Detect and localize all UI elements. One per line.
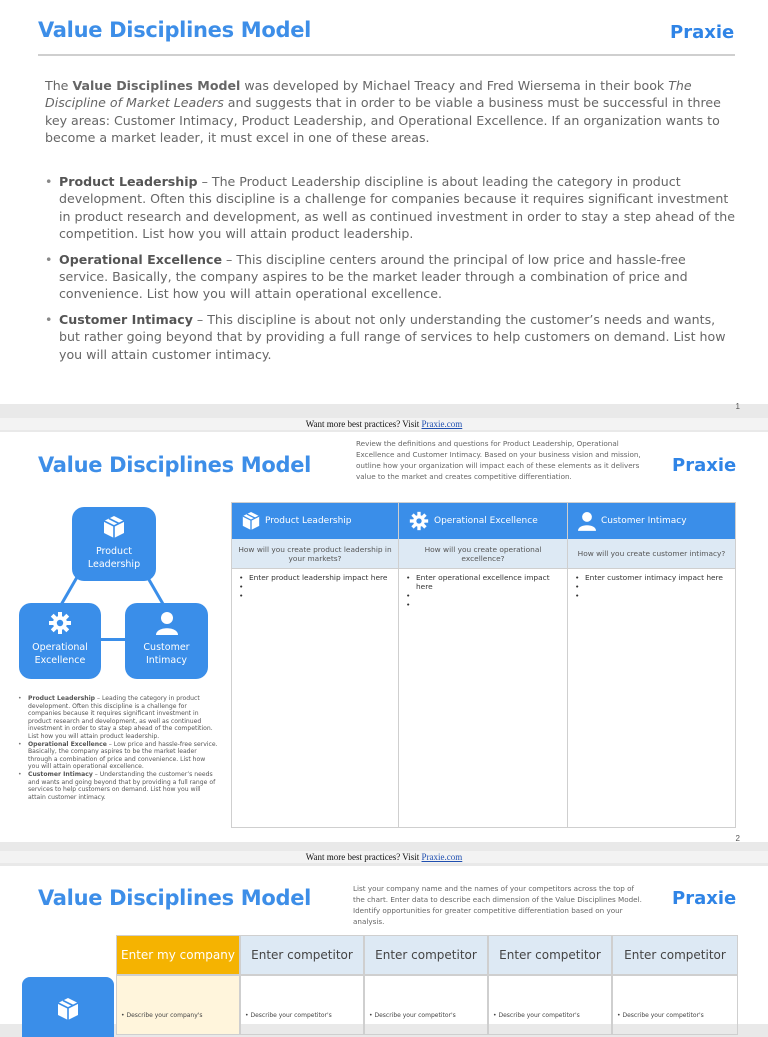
column-header: Operational Excellence	[399, 503, 567, 539]
person-icon	[578, 511, 596, 531]
column-question: How will you create operational excellence?	[399, 539, 567, 569]
title-divider	[38, 54, 735, 56]
box-icon	[242, 511, 260, 531]
competitor-cell[interactable]: • Describe your competitor's	[612, 975, 738, 1035]
competitor-cell[interactable]: • Describe your competitor's	[488, 975, 612, 1035]
my-company-cell[interactable]: • Describe your company's	[116, 975, 240, 1035]
discipline-table	[231, 502, 736, 828]
entry-list	[232, 573, 398, 600]
intro-paragraph: The Value Disciplines Model was developed by Michael Treacy and Fred Wiersema in their book The Discipline of Market Leaders and suggests that in order to be viable a business must be successful in three key areas: Customer Intimacy, Product Leadership, and Operational Excellence. If an organization wants to become a market leader, it must excel in one of these areas.	[45, 78, 721, 146]
slide-description: Review the definitions and questions for Product Leadership, Operational Excellence and Customer Intimacy. Based on your business vision and mission, outline how your organization will impact each of these elements as it delivers value to the market and creates competitive differentiation.	[356, 439, 641, 481]
competitor-header[interactable]: Enter competitor	[488, 935, 612, 975]
competitor-header[interactable]: Enter competitor	[364, 935, 488, 975]
slide-title: Value Disciplines Model	[38, 18, 312, 42]
entry-field[interactable]: • Enter operational excellence impact here	[405, 573, 561, 591]
entry-field[interactable]: • Enter customer intimacy impact here	[574, 573, 729, 582]
connector-line	[100, 638, 126, 641]
competitor-cell[interactable]: • Describe your competitor's	[240, 975, 364, 1035]
my-company-header[interactable]: Enter my company	[116, 935, 240, 975]
bullet-product-leadership: • Product Leadership – The Product Leadership discipline is about leading the category in product development. Often this discipline is a challenge for companies because it requires significant investment in product research and development, as well as continued investment in order to stay a step ahead of the competition. List how you will attain product leadership.	[45, 173, 735, 243]
mini-bullets	[18, 695, 218, 801]
competitor-cell[interactable]: • Describe your competitor's	[364, 975, 488, 1035]
column-customer-intimacy	[568, 503, 735, 827]
praxie-link[interactable]: Praxie.com	[421, 419, 463, 429]
bullet-customer-intimacy: • Customer Intimacy – This discipline is about not only understanding the customer’s needs and wants, but rather going beyond that by providing a full range of services to help customers on demand. List how you will attain customer intimacy.	[45, 311, 735, 363]
slide-title: Value Disciplines Model	[38, 453, 312, 477]
entry-field[interactable]	[238, 582, 392, 591]
slide-title: Value Disciplines Model	[38, 886, 312, 910]
entry-field[interactable]	[405, 591, 561, 600]
entry-field[interactable]	[405, 600, 561, 609]
competitor-header[interactable]: Enter competitor	[612, 935, 738, 975]
row-header-product-leadership	[22, 977, 114, 1037]
entry-list	[399, 573, 567, 609]
node-customer-intimacy: Customer Intimacy	[125, 603, 208, 679]
box-icon	[103, 515, 125, 539]
mini-bullet-operational: • Operational Excellence – Low price and hassle-free service. Basically, the company aspires to be the market leader through a combination of price and convenience. List how you will attain operational excellence.	[18, 741, 218, 771]
entry-field[interactable]: • Enter product leadership impact here	[238, 573, 392, 582]
praxie-logo: Praxie	[672, 455, 737, 476]
praxie-link[interactable]: Praxie.com	[421, 852, 463, 862]
box-icon	[57, 997, 79, 1021]
gear-icon	[48, 611, 72, 635]
mini-bullet-customer: • Customer Intimacy – Understanding the customer’s needs and wants and going beyond that by providing a full range of services to help customers on demand. List how you will attain customer intimacy.	[18, 771, 218, 801]
page-number: 2	[735, 834, 740, 843]
column-header: Customer Intimacy	[568, 503, 735, 539]
footer-promo: Want more best practices? Visit Praxie.com	[0, 851, 768, 863]
page-number: 1	[735, 402, 740, 411]
entry-field[interactable]	[574, 582, 729, 591]
entry-field[interactable]	[574, 591, 729, 600]
gear-icon	[409, 511, 429, 531]
column-header: Product Leadership	[232, 503, 398, 539]
slide-1	[0, 0, 768, 411]
column-question: How will you create customer intimacy?	[568, 539, 735, 569]
praxie-logo: Praxie	[670, 22, 735, 43]
node-product-leadership: Product Leadership	[72, 507, 156, 581]
column-question: How will you create product leadership in your markets?	[232, 539, 398, 569]
bullet-operational-excellence: • Operational Excellence – This discipline centers around the principal of low price and hassle-free service. Basically, the company aspires to be the market leader through a combination of price and convenience. List how you will attain operational excellence.	[45, 251, 735, 303]
column-operational-excellence	[399, 503, 568, 827]
competitor-header[interactable]: Enter competitor	[240, 935, 364, 975]
footer-promo: Want more best practices? Visit Praxie.com	[0, 418, 768, 430]
column-product-leadership	[232, 503, 399, 827]
discipline-bullets	[45, 173, 735, 371]
entry-list	[568, 573, 735, 600]
entry-field[interactable]	[238, 591, 392, 600]
person-icon	[156, 611, 178, 635]
node-operational-excellence: Operational Excellence	[19, 603, 101, 679]
praxie-logo: Praxie	[672, 888, 737, 909]
slide-description: List your company name and the names of your competitors across the top of the chart. Enter data to describe each dimension of the Value Disciplines Model. Identify opportunities for greater competitive differentiation based on your analysis.	[353, 884, 642, 926]
mini-bullet-product: • Product Leadership – Leading the category in product development. Often this discipline is a challenge for companies because it requires significant investment in product research and development, as well as continued investment in order to stay a step ahead of the competition. List how you will attain product leadership.	[18, 695, 218, 741]
